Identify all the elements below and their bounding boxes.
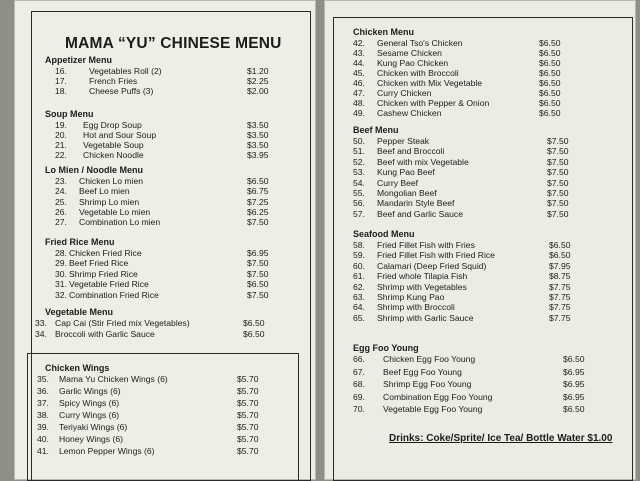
menu-item (325, 313, 625, 323)
menu-item (15, 176, 315, 186)
item-price: $7.75 (549, 312, 571, 323)
item-name: Combination Fried Rice (69, 289, 159, 300)
menu-item (325, 379, 625, 389)
item-name: Cheese Puffs (3) (89, 86, 154, 96)
item-number: 65. (353, 312, 365, 323)
section-title: Egg Foo Young (353, 343, 419, 353)
item-name: Fried Fillet Fish with Fried Rice (377, 250, 495, 261)
item-price: $3.50 (247, 120, 269, 130)
item-number: 21. (55, 140, 67, 150)
item-name: Honey Wings (6) (59, 434, 123, 444)
menu-item (325, 88, 625, 98)
item-price: $6.50 (539, 68, 561, 78)
item-price: $5.70 (237, 446, 259, 456)
item-name: Beef Lo mien (79, 186, 130, 197)
item-number: 62. (353, 281, 365, 292)
menu-item (325, 68, 625, 78)
item-number: 16. (55, 66, 67, 76)
item-name: Mandarin Style Beef (377, 198, 455, 209)
item-name: Fried whole Tilapia Fish (377, 271, 468, 282)
menu-item (325, 198, 625, 208)
item-number: 67. (353, 366, 365, 377)
item-price: $7.75 (549, 292, 571, 302)
menu-item (325, 38, 625, 48)
section-title: Fried Rice Menu (45, 237, 115, 247)
item-number: 17. (55, 76, 67, 86)
item-name: Shrimp with Garlic Sauce (377, 312, 474, 323)
item-number: 27. (55, 217, 67, 228)
item-number: 55. (353, 188, 365, 198)
item-name: French Fries (89, 76, 138, 86)
item-price: $5.70 (237, 434, 259, 444)
item-name: Pepper Steak (377, 136, 430, 146)
menu-item (325, 354, 625, 364)
menu-item (325, 48, 625, 58)
item-price: $7.95 (549, 260, 571, 271)
item-price: $6.50 (539, 78, 561, 88)
menu-item (325, 367, 625, 377)
item-price: $6.50 (539, 88, 561, 98)
menu-item (15, 186, 315, 196)
menu-item (325, 98, 625, 108)
item-name: Sesame Chicken (377, 48, 442, 58)
item-name: Vegetable Lo mien (79, 206, 151, 217)
item-name: Vegetable Soup (83, 140, 144, 150)
left-menu-page (14, 0, 316, 480)
menu-item (15, 374, 315, 384)
item-number: 63. (353, 292, 365, 302)
item-number: 64. (353, 302, 365, 313)
item-price: $6.50 (243, 328, 265, 339)
item-name: Combination Lo mien (79, 217, 161, 228)
item-name: Combination Egg Foo Young (383, 391, 493, 402)
item-name: Chicken Egg Foo Young (383, 354, 476, 364)
item-price: $6.95 (247, 248, 269, 258)
menu-item (15, 290, 315, 300)
item-price: $7.50 (547, 188, 569, 198)
menu-item (15, 217, 315, 227)
item-name: Vegetable Egg Foo Young (383, 404, 483, 415)
menu-item (325, 292, 625, 302)
menu-item (15, 150, 315, 160)
item-number: 49. (353, 108, 365, 118)
item-number: 32. (55, 289, 67, 300)
item-price: $5.70 (237, 422, 259, 432)
menu-item (325, 271, 625, 281)
item-name: Shrimp Lo mien (79, 196, 140, 207)
item-number: 37. (37, 398, 49, 408)
item-price: $6.95 (563, 391, 585, 402)
item-name: Shrimp with Broccoli (377, 302, 455, 313)
item-price: $6.75 (247, 186, 269, 197)
item-name: Lemon Pepper Wings (6) (59, 446, 155, 456)
item-price: $6.50 (563, 404, 585, 415)
item-price: $6.95 (563, 379, 585, 390)
menu-item (15, 248, 315, 258)
item-price: $7.25 (247, 196, 269, 207)
item-number: 20. (55, 130, 67, 140)
item-number: 23. (55, 176, 67, 186)
item-name: Shrimp Fried Rice (69, 268, 138, 279)
menu-item (15, 398, 315, 408)
item-number: 42. (353, 38, 365, 48)
item-price: $6.50 (539, 48, 561, 58)
item-name: Curry Beef (377, 177, 419, 188)
item-price: $3.95 (247, 150, 269, 160)
item-name: Teriyaki Wings (6) (59, 422, 128, 432)
item-name: Curry Chicken (377, 88, 432, 98)
item-price: $5.70 (237, 398, 259, 408)
menu-item (325, 302, 625, 312)
item-price: $7.50 (547, 208, 569, 219)
item-number: 68. (353, 379, 365, 390)
item-number: 40. (37, 434, 49, 444)
item-number: 36. (37, 386, 49, 396)
item-price: $6.25 (247, 206, 269, 217)
item-name: Kung Pao Beef (377, 167, 435, 178)
item-price: $7.50 (547, 146, 569, 157)
section-title: Chicken Wings (45, 363, 110, 373)
item-name: Chicken with Mix Vegetable (377, 78, 483, 88)
item-price: $6.50 (539, 58, 561, 68)
section-title: Vegetable Menu (45, 307, 114, 317)
section-title: Beef Menu (353, 125, 399, 135)
item-name: Kung Pao Chicken (377, 58, 449, 68)
item-number: 28. (55, 248, 67, 258)
menu-item (15, 66, 315, 76)
item-number: 57. (353, 208, 365, 219)
menu-item (15, 258, 315, 268)
item-price: $7.50 (547, 156, 569, 167)
item-name: Chicken Lo mien (79, 176, 144, 186)
item-name: Broccoli with Garlic Sauce (55, 328, 155, 339)
item-price: $2.25 (247, 76, 269, 86)
item-price: $1.20 (247, 66, 269, 76)
menu-item (15, 140, 315, 150)
item-number: 43. (353, 48, 365, 58)
menu-item (15, 386, 315, 396)
item-number: 58. (353, 240, 365, 250)
item-name: Fried Fillet Fish with Fries (377, 240, 475, 250)
item-price: $8.75 (549, 271, 571, 282)
item-name: Chicken with Broccoli (377, 68, 459, 78)
item-number: 25. (55, 196, 67, 207)
item-number: 45. (353, 68, 365, 78)
item-price: $6.50 (539, 98, 561, 108)
item-number: 69. (353, 391, 365, 402)
menu-item (325, 392, 625, 402)
item-name: Cashew Chicken (377, 108, 442, 118)
item-name: Mongolian Beef (377, 188, 437, 198)
item-name: Cap Cai (Stir Fried mix Vegetables) (55, 318, 190, 328)
item-price: $3.50 (247, 140, 269, 150)
item-number: 29. (55, 258, 67, 269)
item-number: 38. (37, 410, 49, 420)
item-price: $6.50 (539, 38, 561, 48)
item-number: 46. (353, 78, 365, 88)
item-number: 26. (55, 206, 67, 217)
item-name: Shrimp Egg Foo Young (383, 379, 472, 390)
item-number: 61. (353, 271, 365, 282)
item-number: 41. (37, 446, 49, 456)
item-number: 50. (353, 136, 365, 146)
item-name: Calamari (Deep Fried Squid) (377, 260, 487, 271)
item-number: 18. (55, 86, 67, 96)
menu-item (15, 207, 315, 217)
item-name: Beef Egg Foo Young (383, 366, 462, 377)
item-number: 34. (35, 328, 47, 339)
item-number: 70. (353, 404, 365, 415)
item-name: Shrimp Kung Pao (377, 292, 445, 302)
right-menu-page (324, 0, 636, 480)
item-price: $7.50 (547, 167, 569, 178)
menu-item (15, 269, 315, 279)
item-number: 59. (353, 250, 365, 261)
menu-item (15, 120, 315, 130)
item-number: 30. (55, 268, 67, 279)
item-number: 39. (37, 422, 49, 432)
item-name: Beef Fried Rice (69, 258, 129, 269)
item-number: 60. (353, 260, 365, 271)
item-name: Chicken Fried Rice (69, 248, 142, 258)
item-price: $7.50 (247, 268, 269, 279)
menu-item (325, 404, 625, 414)
item-number: 35. (37, 374, 49, 384)
item-price: $6.50 (563, 354, 585, 364)
menu-item (15, 86, 315, 96)
menu-item (325, 240, 625, 250)
drinks-line: Drinks: Coke/Sprite/ Ice Tea/ Bottle Water $1.00 (389, 433, 613, 444)
item-number: 48. (353, 98, 365, 108)
item-name: Chicken with Pepper & Onion (377, 98, 490, 108)
menu-item (325, 136, 625, 146)
menu-item (15, 422, 315, 432)
item-price: $6.50 (247, 279, 269, 290)
menu-item (15, 446, 315, 456)
item-number: 31. (55, 279, 67, 290)
menu-item (325, 282, 625, 292)
item-price: $7.50 (247, 217, 269, 228)
menu-item (325, 178, 625, 188)
item-price: $6.95 (563, 366, 585, 377)
item-price: $7.75 (549, 302, 571, 313)
item-name: Chicken Noodle (83, 150, 144, 160)
item-name: Mama Yu Chicken Wings (6) (59, 374, 168, 384)
item-number: 66. (353, 354, 365, 364)
item-name: Beef and Garlic Sauce (377, 208, 463, 219)
item-price: $7.50 (547, 198, 569, 209)
item-number: 19. (55, 120, 67, 130)
menu-item (325, 108, 625, 118)
section-title: Soup Menu (45, 109, 94, 119)
menu-item (325, 58, 625, 68)
item-price: $6.50 (247, 176, 269, 186)
menu-item (325, 157, 625, 167)
item-price: $5.70 (237, 374, 259, 384)
item-name: Egg Drop Soup (83, 120, 142, 130)
item-number: 33. (35, 318, 47, 328)
menu-item (325, 188, 625, 198)
menu-item (15, 130, 315, 140)
item-name: Vegetables Roll (2) (89, 66, 162, 76)
item-name: Spicy Wings (6) (59, 398, 120, 408)
item-price: $6.50 (549, 240, 571, 250)
item-number: 47. (353, 88, 365, 98)
menu-item (15, 279, 315, 289)
item-price: $6.50 (539, 108, 561, 118)
menu-item (15, 329, 315, 339)
item-price: $5.70 (237, 386, 259, 396)
menu-item (325, 78, 625, 88)
section-title: Lo Mien / Noodle Menu (45, 165, 143, 175)
item-price: $5.70 (237, 410, 259, 420)
menu-title: MAMA “YU” CHINESE MENU (65, 35, 282, 52)
menu-item (325, 146, 625, 156)
menu-item (325, 261, 625, 271)
item-name: Beef and Broccoli (377, 146, 445, 157)
item-name: Beef with mix Vegetable (377, 156, 469, 167)
item-price: $6.50 (549, 250, 571, 261)
item-number: 56. (353, 198, 365, 209)
item-price: $7.50 (547, 177, 569, 188)
item-name: Vegetable Fried Rice (69, 279, 149, 290)
item-price: $7.50 (547, 136, 569, 146)
item-price: $7.75 (549, 281, 571, 292)
item-name: Garlic Wings (6) (59, 386, 121, 396)
menu-item (15, 197, 315, 207)
menu-item (325, 250, 625, 260)
item-number: 51. (353, 146, 365, 157)
menu-item (325, 167, 625, 177)
item-price: $7.50 (247, 289, 269, 300)
item-number: 53. (353, 167, 365, 178)
menu-item (15, 76, 315, 86)
section-title: Chicken Menu (353, 27, 415, 37)
menu-item (15, 434, 315, 444)
item-price: $2.00 (247, 86, 269, 96)
item-price: $3.50 (247, 130, 269, 140)
item-name: Curry Wings (6) (59, 410, 120, 420)
menu-item (325, 209, 625, 219)
section-title: Appetizer Menu (45, 55, 113, 65)
item-number: 44. (353, 58, 365, 68)
item-number: 54. (353, 177, 365, 188)
item-name: Shrimp with Vegetables (377, 281, 467, 292)
item-price: $7.50 (247, 258, 269, 269)
item-number: 22. (55, 150, 67, 160)
item-price: $6.50 (243, 318, 265, 328)
menu-item (15, 318, 315, 328)
section-title: Seafood Menu (353, 229, 415, 239)
item-number: 52. (353, 156, 365, 167)
menu-item (15, 410, 315, 420)
item-name: Hot and Sour Soup (83, 130, 157, 140)
item-number: 24. (55, 186, 67, 197)
item-name: General Tso's Chicken (377, 38, 463, 48)
